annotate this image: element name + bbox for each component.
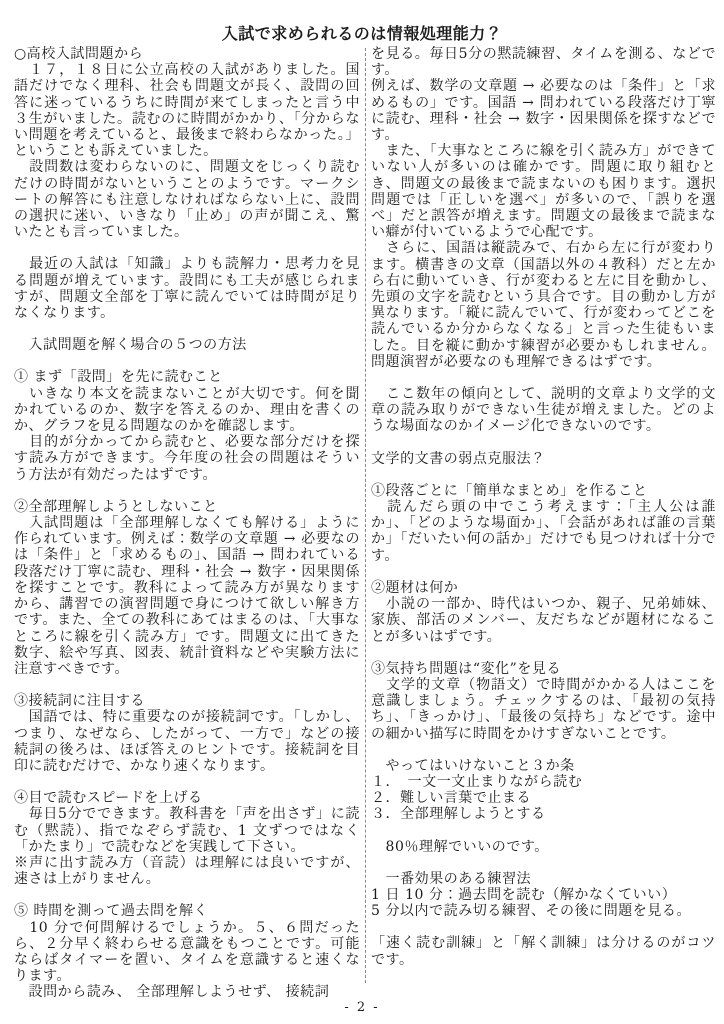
paragraph: また、「大事なところに線を引く読み方」ができていない人が多いのは確かです。問題に取り組むとき、問題文の最後まで読まないのも困ります。選択問題では「正しいを選べ」が多いので、「誤りを選べ」だと誤答が増えます。問題文の最後まで読まない癖が付いているようで心配です。 [371, 143, 716, 241]
tip-1-body: 読んだら頭の中でこう考えます：「主人公は誰か」、「どのような場面か」、「会話があれば誰の言葉か」「だいたい何の話か」だけでも見つければ十分です。 [371, 499, 716, 564]
paragraph: 設問から読み、 全部理解しようせず、 接続詞 [14, 984, 330, 1001]
method-4-note: ※声に出す読み方（音読）は理解には良いですが、速さは上がりません。 [14, 854, 360, 888]
paragraph: 最近の入試は「知識」よりも読解力・思考力を見る問題が増えています。設問にも工夫が感じられますが、問題文全部を丁寧に読んでいては時間が足りなくなります。 [14, 256, 360, 322]
tip-1-title: ①段落ごとに「簡単なまとめ」を作ること [371, 482, 648, 499]
practice-item-2: 5 分以内で読み切る練習、その後に問題を見る。 [371, 903, 692, 920]
column-divider [365, 48, 366, 983]
dont-item-2: ２．難しい言葉で止まる [371, 790, 532, 807]
section-heading-best-practice: 一番効果のある練習法 [371, 870, 532, 887]
method-4-title: ④目で読むスピードを上げる [14, 790, 203, 807]
paragraph: １７，１８日に公立高校の入試がありました。国語だけでなく理科、社会も問題文が長く、設問の回答に迷っているうちに時間が来てしまったと言う中３生がいました。読むのに時間がかかり、「分からない問題を考えていると、最後まで終わらなかった。」ということも訴えていました。 [14, 62, 360, 160]
method-2-body: 入試問題は「全部理解しなくても解ける」ように作られています。例えば：数学の文章題 → 必要なのは「条件」と「求めるもの」、国語 → 問われている段落だけ丁寧に読む、理科・社会 → 数字・因果関係を探すことです。教科によって読み方が異なりますから、講習での演習問題で身につけて欲しい解き方です。また、全ての教科にあてはまるのは、「大事なところに線を引く読み方」です。問題文に出てきた数字、絵や写真、図表、統計資料などや実験方法に注意すべきです。 [14, 515, 360, 677]
tip-3-title: ③気持ち問題は“変化”を見る [371, 660, 562, 677]
practice-item-1: 1 日 10 分：過去問を読む（解かなくていい） [371, 886, 677, 903]
method-1-title: ① まず「設問」を先に読むこと [14, 369, 223, 386]
method-3-title: ③接続詞に注目する [14, 693, 145, 710]
method-3-body: 国語では、特に重要なのが接続詞です。「しかし、つまり、なぜなら、したがって、一方で」などの接続詞の後ろは、ほぼ答えのヒントです。接続詞を目印に読むだけで、かなり速くなります。 [14, 709, 360, 774]
method-2-title: ②全部理解しようとしないこと [14, 498, 218, 515]
page-title: 入試で求められるのは情報処理能力？ [221, 24, 503, 43]
two-column-body [0, 44, 724, 1001]
method-1-body: 目的が分かってから読むと、必要な部分だけを探す読み方ができます。今年度の社会の問題はそういう方法が有効だったはずです。 [14, 434, 360, 483]
dont-item-3: ３．全部理解しようとする [371, 806, 546, 823]
page-number: - 2 - [344, 1000, 380, 1015]
tip-2-body: 小説の一部か、時代はいつか、親子、兄弟姉妹、家族、部活のメンバー、友だちなどが題材になることが多いはずです。 [371, 596, 716, 645]
paragraph: ここ数年の傾向として、説明的文章より文学的文章の読み取りができない生徒が増えました。どのような場面なのかイメージ化できないのです。 [371, 386, 716, 435]
tip-2-title: ②題材は何か [371, 579, 459, 596]
paragraph: 例えば、数学の文章題 → 必要なのは「条件」と「求めるもの」です。国語 → 問われている段落だけ丁寧に読む、理科・社会 → 数字・因果関係を探すなどです。 [371, 78, 716, 144]
right-column [371, 46, 716, 1001]
section-heading-three-donts: やってはいけないこと３か条 [371, 757, 575, 774]
closing-paragraph: 「速く読む訓練」と「解く訓練」は分けるのがコツです。 [371, 935, 716, 968]
method-1-body: いきなり本文を読まないことが大切です。何を聞かれているのか、数字を答えるのか、理由を書くのか、グラフを見る問題なのかを確認します。 [14, 385, 360, 435]
paragraph: さらに、国語は縦読みで、右から左に行が変わります。横書きの文章（国語以外の４教科）だと左から右に動いていき、行が変わると左に目を動かし、先頭の文字を読むという具合です。目の動かし方が異なります。「縦に読んでいて、行が変わってどこを読んでいるか分からなくなる」と言った生徒もいました。目を縦に動かす練習が必要かもしれません。問題演習が必要なのも理解できるはずです。 [371, 240, 716, 370]
section-heading-exam-problems: ○高校入試問題から [14, 46, 144, 62]
paragraph: を見る。毎日5分の黙読練習、タイムを測る、などです。 [371, 46, 716, 79]
section-heading-five-methods: 入試問題を解く場合の５つの方法 [14, 337, 247, 354]
dont-item-1: １． 一文一文止まりながら読む [371, 773, 583, 790]
paragraph: 80％理解でいいのです。 [371, 838, 549, 855]
section-heading-literary-weakness: 文学的文書の弱点克服法？ [371, 450, 546, 467]
method-5-body: 10 分で何問解けるでしょうか。５、６問だったら、２分早く終わらせる意識をもつことです。可能ならばタイマーを置い、タイムを意識すると速くなります。 [14, 919, 360, 985]
method-4-body: 毎日5分でできます。教科書を「声を出さず」に読む（黙読）、指でなぞらず読む、1 文ずつではなく「かたまり」で読むなどを実践して下さい。 [14, 806, 360, 855]
method-5-title: ⑤ 時間を測って過去問を解く [14, 903, 209, 920]
left-column [14, 46, 360, 1001]
paragraph: 設問数は変わらないのに、問題文をじっくり読むだけの時間がないということのようです。マークシートの解答にも注意しなければならない上に、設問の選択に迷い、いきなり「止め」の声が聞こえ、驚いたとも言っていました。 [14, 159, 360, 241]
tip-3-body: 文学的文章（物語文）で時間がかかる人はここを意識しましょう。チェックするのは、「最初の気持ち」、「きっかけ」、「最後の気持ち」などです。途中の細かい描写に時間をかけすぎないことです。 [371, 676, 716, 742]
